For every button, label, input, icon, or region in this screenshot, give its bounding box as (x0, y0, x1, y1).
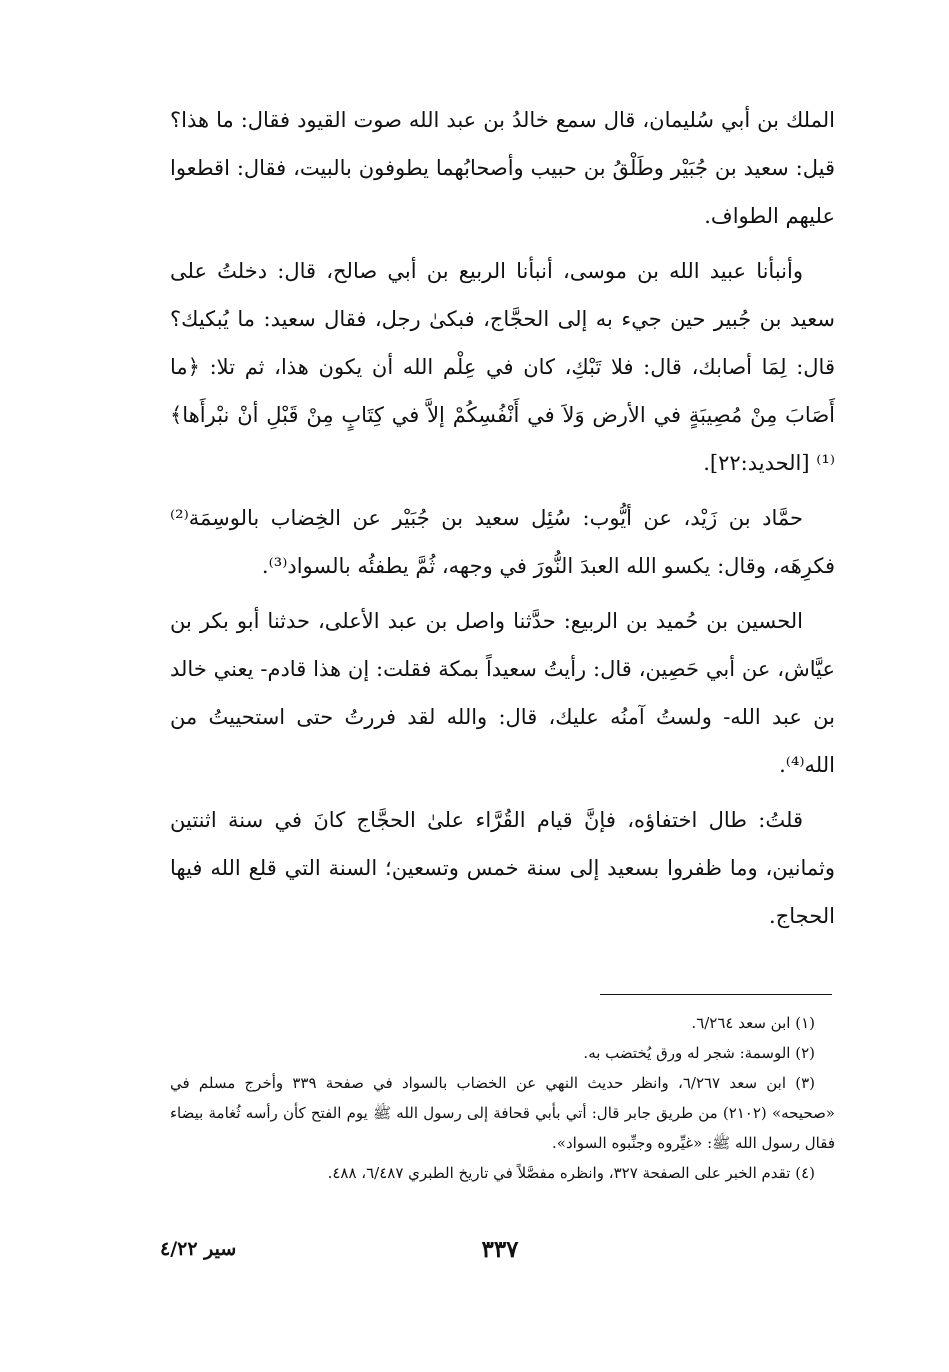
paragraph-5: قلتُ: طال اختفاؤه، فإنَّ قيام القُرَّاء علىٰ الحجَّاج كانَ في سنة اثنتين وثمانين، وما ظفروا بسعيد إلى سنة خمس وتسعين؛ السنة التي قلع الله فيها الحجاج. (170, 808, 835, 928)
paragraph-1: الملك بن أبي سُليمان، قال سمع خالدُ بن عبد الله صوت القيود فقال: ما هذا؟ قيل: سعيد بن جُبَيْر وطَلْقُ بن حبيب وأصحابُهما يطوفون بالبيت، فقال: اقطعوا عليهم الطواف. (170, 108, 835, 228)
footnote-2: (٢) الوسمة: شجر له ورق يُختضب به. (583, 1044, 815, 1062)
volume-mark: سير ٤/٢٢ (160, 1238, 237, 1260)
paragraph-3: حمَّاد بن زَيْد، عن أيُّوب: سُئِل سعيد بن جُبَيْر عن الخِضاب بالوسِمَة⁽²⁾ فكرِهَه، وقال: يكسو الله العبدَ النُّورَ في وجهه، ثُمَّ يطفئُه بالسواد⁽³⁾. (170, 506, 835, 578)
footnotes (170, 1008, 835, 1188)
paragraph-2: وأنبأنا عبيد الله بن موسى، أنبأنا الربيع بن أبي صالح، قال: دخلتُ على سعيد بن جُبير حين جيء به إلى الحجَّاج، فبكىٰ رجل، فقال سعيد: ما يُبكيك؟ قال: لِمَا أصابك، قال: فلا تَبْكِ، كان في عِلْم الله أن يكون هذا، ثم تلا: ﴿ما أَصَابَ مِنْ مُصِيبَةٍ في الأرض وَلاَ في أَنْفُسِكُمْ إلاَّ في كِتَابٍ مِنْ قَبْلِ أنْ نبْرأَها﴾⁽¹⁾ [الحديد:٢٢]. (170, 259, 835, 475)
page-number: ٣٣٧ (481, 1236, 519, 1263)
footnote-4: (٤) تقدم الخبر على الصفحة ٣٢٧، وانظره مفصَّلاً في تاريخ الطبري ٦/٤٨٧، ٤٨٨. (327, 1164, 815, 1182)
paragraph-4: الحسين بن حُميد بن الربيع: حدَّثنا واصل بن عبد الأعلى، حدثنا أبو بكر بن عيَّاش، عن أبي حَصِين، قال: رأيتُ سعيداً بمكة فقلت: إن هذا قادم- يعني خالد بن عبد الله- ولستُ آمنُه عليك، قال: والله لقد فررتُ حتى استحييتُ من الله⁽⁴⁾. (170, 609, 835, 777)
footnote-1: (١) ابن سعد ٦/٢٦٤. (691, 1014, 815, 1032)
main-text (170, 96, 835, 947)
page-footer (160, 1236, 840, 1276)
footnote-3: (٣) ابن سعد ٦/٢٦٧، وانظر حديث النهي عن الخضاب بالسواد في صفحة ٣٣٩ وأخرج مسلم في «صحيحه» (٢١٠٢) من طريق جابر قال: أتي بأبي قحافة إلى رسول الله ﷺ يوم الفتح كأن رأسه ثُغامة بيضاء فقال رسول الله ﷺ: «غيِّروه وجنِّبوه السواد». (170, 1074, 835, 1152)
footnote-separator (600, 994, 832, 995)
